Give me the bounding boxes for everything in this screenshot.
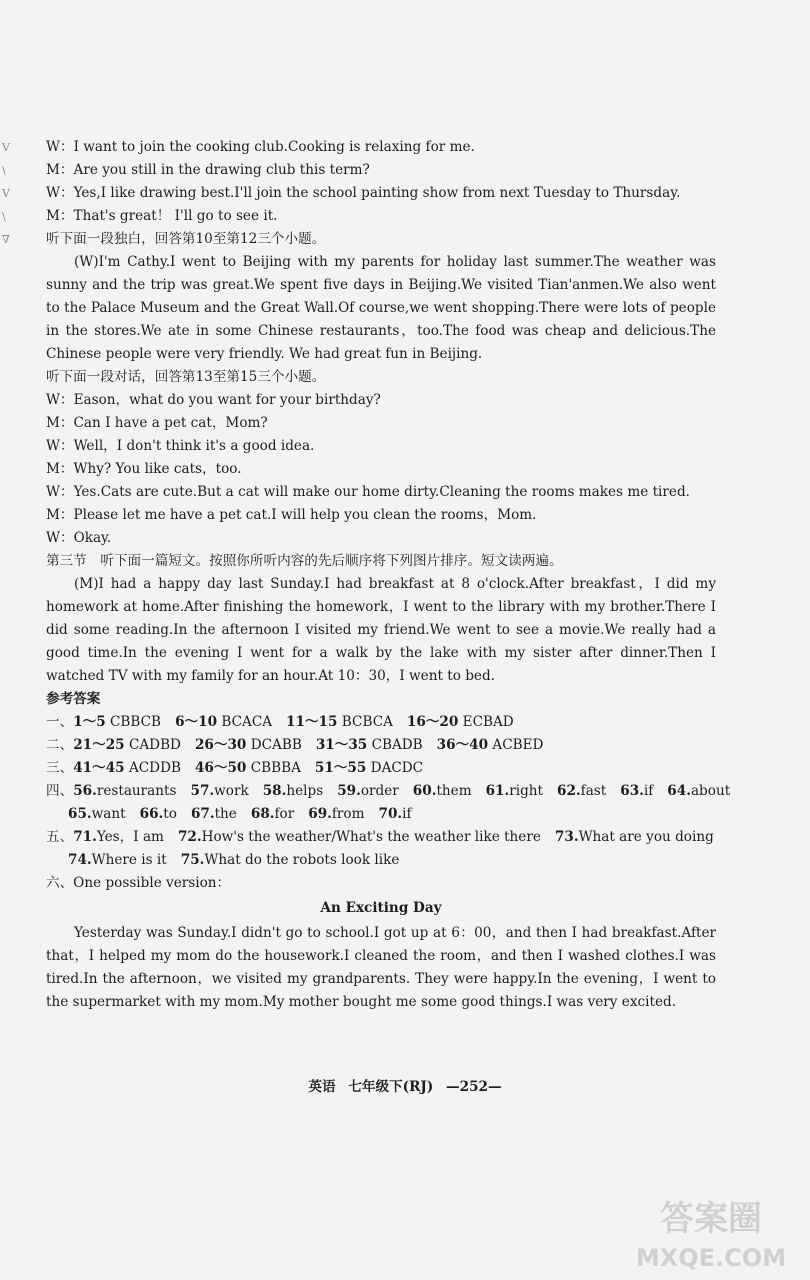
answer-value: ACBED [488, 737, 544, 753]
answer-value: if [643, 783, 654, 799]
answer-number: 21～25 [73, 737, 125, 753]
answer-value: CBADB [367, 737, 423, 753]
site-watermark-logo [626, 1194, 796, 1274]
answer-item [263, 783, 323, 799]
answer-item [555, 829, 714, 845]
instruction-monologue: 听下面一段独白，回答第10至第12三个小题。 [46, 231, 326, 247]
answer-item [73, 737, 181, 753]
answer-item [315, 760, 423, 776]
answer-item [667, 783, 730, 799]
dialogue-line: W：I want to join the cooking club.Cooking is relaxing for me. [46, 139, 475, 155]
answer-value: from [331, 806, 365, 822]
answer-number: 67. [190, 806, 215, 822]
answer-value: BCACA [217, 714, 273, 730]
answer-number: 69. [308, 806, 332, 822]
answer-value: order [360, 783, 399, 799]
answer-value: DCABB [246, 737, 302, 753]
answer-value: want [91, 806, 126, 822]
answer-row [46, 780, 731, 803]
answer-value: Yes，I am [96, 829, 164, 845]
answer-value: them [436, 783, 472, 799]
answer-number: 75. [180, 852, 205, 868]
answer-item [620, 783, 653, 799]
answer-item [316, 737, 423, 753]
answer-row [46, 849, 716, 872]
answer-value: helps [286, 783, 324, 799]
svg-text:MXQE.COM: MXQE.COM [635, 1244, 787, 1272]
answer-item [178, 829, 541, 845]
answer-value: How's the weather/What's the weather like there [201, 829, 541, 845]
answer-value: work [214, 783, 249, 799]
answer-value: Where is it [91, 852, 167, 868]
answer-item [73, 783, 176, 799]
answer-item [68, 806, 126, 822]
listening-passage: (M)I had a happy day last Sunday.I had breakfast at 8 o'clock.After breakfast，I did my homework at home.After finishing the homework，I went to the library with my brother.There I did some reading.In the afternoon I visited my friend.We went to see a movie.We really had a good time.In the evening I went for a walk by the lake with my sister after dinner.Then I watched TV with my family for an hour.At 10：30，I went to bed. [46, 576, 716, 684]
answer-value: CBBBA [246, 760, 301, 776]
answer-number: 61. [485, 783, 510, 799]
page-footer [0, 1075, 810, 1095]
dialogue-line: M：Are you still in the drawing club this term? [46, 162, 370, 178]
answer-value: right [509, 783, 544, 799]
answer-row [46, 757, 716, 780]
answer-number: 41～45 [73, 760, 125, 776]
answer-item [73, 760, 181, 776]
essay-text: Yesterday was Sunday.I didn't go to school.I got up at 6：00，and then I had breakfast.After that，I helped my mom do the housework.I cleaned the room，and then I washed clothes.I was tired.In the afternoon，we visited my grandparents. They were happy.In the evening，I went to the supermarket with my mom.My mother bought me some good things.I was very excited. [46, 925, 716, 1010]
answer-number: 46～50 [194, 760, 247, 776]
answer-value: CADBD [124, 737, 181, 753]
answer-section-prefix: 一、 [46, 714, 74, 730]
answer-section-prefix: 二、 [46, 737, 74, 753]
answer-item [195, 760, 301, 776]
answer-section-prefix: 五、 [46, 829, 74, 845]
answer-item [73, 829, 164, 845]
answer-value: fast [580, 783, 607, 799]
answer-number: 74. [68, 852, 92, 868]
answer-value: What do the robots look like [204, 852, 400, 868]
answer-number: 6～10 [175, 714, 218, 730]
answer-item [407, 714, 514, 730]
answer-item [286, 714, 393, 730]
page-content [46, 136, 731, 1014]
answer-item [379, 806, 412, 822]
svg-text:答案圈: 答案圈 [660, 1199, 762, 1239]
dialogue-line: W：Well，I don't think it's a good idea. [46, 438, 315, 454]
answer-number: 68. [250, 806, 275, 822]
answer-number: 73. [554, 829, 579, 845]
answers-heading: 参考答案 [46, 691, 101, 707]
answer-section-prefix: 三、 [46, 760, 74, 776]
answer-value: ACDDB [124, 760, 181, 776]
answer-item [191, 806, 237, 822]
binding-margin-marks: V \ V \ ∇ [2, 141, 10, 246]
answer-item [337, 783, 399, 799]
answer-value: for [274, 806, 295, 822]
answer-number: 31～35 [315, 737, 368, 753]
answer-item [181, 852, 400, 868]
section-three-instruction: 第三节 听下面一篇短文。按照你所听内容的先后顺序将下列图片排序。短文读两遍。 [46, 553, 563, 569]
answer-number: 72. [177, 829, 202, 845]
answer-value: to [163, 806, 177, 822]
section-six-label: 六、One possible version： [46, 875, 231, 891]
answer-number: 57. [190, 783, 215, 799]
answer-item [195, 737, 302, 753]
dialogue-line: M：Why? You like cats，too. [46, 461, 242, 477]
answer-number: 62. [557, 783, 581, 799]
dialogue-line: M：Please let me have a pet cat.I will help you clean the rooms，Mom. [46, 507, 537, 523]
dialogue-line: M：Can I have a pet cat，Mom? [46, 415, 268, 431]
answer-value: ECBAD [458, 714, 514, 730]
essay-title: An Exciting Day [320, 900, 442, 916]
answer-number: 11～15 [286, 714, 338, 730]
answer-number: 65. [68, 806, 92, 822]
answer-value: restaurants [96, 783, 177, 799]
answer-number: 64. [667, 783, 691, 799]
answer-number: 71. [73, 829, 97, 845]
answer-value: CBBCB [105, 714, 162, 730]
monologue-text: (W)I'm Cathy.I went to Beijing with my parents for holiday last summer.The weather was sunny and the trip was great.We spent five days in Beijing.We visited Tian'anmen.We also went to the Palace Museum and the Great Wall.Of course,we went shopping.There were lots of people in the stores.We ate in some Chinese restaurants，too.The food was cheap and delicious.The Chinese people were very friendly. We had great fun in Beijing. [46, 254, 716, 362]
answer-value: BCBCA [337, 714, 393, 730]
answer-item [437, 737, 544, 753]
dialogue-line: W：Eason，what do you want for your birthday? [46, 392, 381, 408]
dialogue-cooking-club [46, 136, 716, 228]
answer-row [46, 734, 716, 757]
answer-item [557, 783, 606, 799]
footer-subject: 英语 [308, 1079, 336, 1095]
answer-row [46, 803, 716, 826]
answer-number: 51～55 [314, 760, 367, 776]
dialogue-line: W：Okay. [46, 530, 112, 546]
answer-item [413, 783, 472, 799]
dialogue-line: W：Yes.Cats are cute.But a cat will make our home dirty.Cleaning the rooms makes me tired. [46, 484, 690, 500]
answer-number: 16～20 [406, 714, 459, 730]
answer-number: 36～40 [436, 737, 489, 753]
answer-value: the [214, 806, 237, 822]
footer-grade: 七年级下(RJ) [348, 1079, 434, 1095]
footer-page-number: —252— [446, 1079, 502, 1095]
answer-number: 60. [412, 783, 437, 799]
answer-item [251, 806, 294, 822]
answer-value: if [402, 806, 412, 822]
answer-number: 66. [139, 806, 164, 822]
answer-number: 63. [620, 783, 644, 799]
answer-item [308, 806, 364, 822]
instruction-dialogue: 听下面一段对话，回答第13至第15三个小题。 [46, 369, 326, 385]
answer-section-prefix: 四、 [46, 783, 74, 799]
answer-number: 56. [73, 783, 97, 799]
answer-number: 59. [337, 783, 361, 799]
answer-item [175, 714, 272, 730]
answer-row [46, 711, 716, 734]
answer-number: 58. [262, 783, 287, 799]
answer-item [68, 852, 167, 868]
dialogue-line: W：Yes,I like drawing best.I'll join the school painting show from next Tuesday to Thursday. [46, 185, 681, 201]
answer-item [486, 783, 543, 799]
dialogue-pet-cat [46, 389, 716, 550]
answer-value: DACDC [366, 760, 424, 776]
answer-item [140, 806, 177, 822]
dialogue-line: M：That's great！ I'll go to see it. [46, 208, 278, 224]
answer-number: 26～30 [194, 737, 247, 753]
answer-value: What are you doing [578, 829, 714, 845]
answer-row [46, 826, 716, 849]
answer-number: 1～5 [73, 714, 106, 730]
answer-value: about [690, 783, 731, 799]
answer-number: 70. [378, 806, 403, 822]
answer-item [73, 714, 161, 730]
answer-item [190, 783, 248, 799]
